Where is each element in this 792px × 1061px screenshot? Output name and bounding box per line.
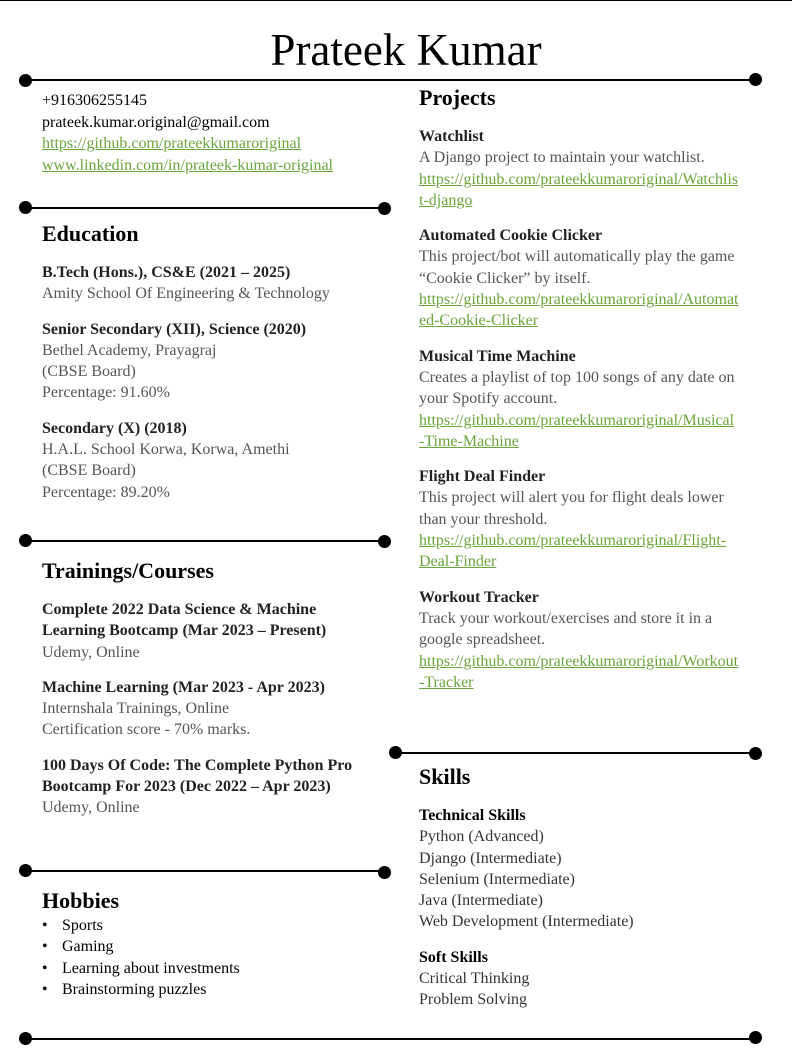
project-title: Musical Time Machine	[419, 347, 576, 365]
github-link[interactable]: https://github.com/prateekkumaroriginal	[42, 135, 302, 152]
project-entry	[419, 346, 779, 452]
list-item: • Sports	[42, 915, 387, 936]
project-link[interactable]: https://github.com/prateekkumaroriginal/Watchlis	[419, 170, 739, 188]
training-entry	[42, 599, 387, 663]
entry-title: Secondary (X) (2018)	[42, 419, 187, 437]
project-description: This project will alert you for flight deals lower	[419, 489, 724, 507]
skill-item: Critical Thinking	[419, 970, 530, 988]
email-address[interactable]: prateek.kumar.original@gmail.com	[42, 113, 270, 131]
resume-name: Prateek Kumar	[270, 25, 542, 75]
skill-item: Web Development (Intermediate)	[419, 913, 634, 931]
project-link[interactable]: Deal-Finder	[419, 553, 497, 571]
skill-item: Python (Advanced)	[419, 828, 544, 846]
education-section	[42, 220, 387, 503]
entry-line: Percentage: 91.60%	[42, 384, 170, 402]
entry-title: Machine Learning (Mar 2023 - Apr 2023)	[42, 678, 325, 696]
project-link[interactable]: https://github.com/prateekkumaroriginal/Automat	[419, 291, 739, 309]
entry-title: 100 Days Of Code: The Complete Python Pro	[42, 756, 353, 774]
divider-line	[396, 752, 756, 754]
project-entry	[419, 466, 779, 572]
project-title: Automated Cookie Clicker	[419, 227, 603, 245]
skill-item: Problem Solving	[419, 991, 528, 1009]
project-link[interactable]: https://github.com/prateekkumaroriginal/Flight-	[419, 532, 727, 550]
entry-title: Learning Bootcamp (Mar 2023 – Present)	[42, 622, 327, 640]
section-heading: Education	[42, 221, 139, 246]
divider-line	[26, 870, 384, 872]
project-link[interactable]: -Time-Machine	[419, 432, 519, 450]
entry-title: Complete 2022 Data Science & Machine	[42, 601, 317, 618]
entry-line: Bethel Academy, Prayagraj	[42, 341, 217, 359]
entry-line: Percentage: 89.20%	[42, 483, 170, 501]
section-heading: Trainings/Courses	[42, 558, 214, 583]
entry-line: Amity School Of Engineering & Technology	[42, 285, 330, 303]
contact-block	[42, 90, 333, 176]
phone-number: +916306255145	[42, 92, 148, 109]
project-description: “Cookie Clicker” by itself.	[419, 269, 591, 287]
project-description: This project/bot will automatically play the game	[419, 248, 735, 266]
project-entry	[419, 225, 779, 331]
training-entry	[42, 755, 387, 819]
entry-line: (CBSE Board)	[42, 462, 136, 480]
project-description: google spreadsheet.	[419, 631, 546, 649]
divider-dot	[378, 535, 391, 548]
project-link[interactable]: ed-Cookie-Clicker	[419, 312, 539, 330]
skills-section	[419, 763, 779, 1011]
project-title: Watchlist	[419, 128, 484, 145]
divider-line	[26, 540, 384, 542]
divider-line	[26, 207, 384, 209]
section-heading: Skills	[419, 764, 471, 789]
linkedin-link[interactable]: www.linkedin.com/in/prateek-kumar-original	[42, 156, 333, 174]
project-description: your Spotify account.	[419, 390, 558, 408]
divider-line	[26, 79, 756, 81]
project-link[interactable]: https://github.com/prateekkumaroriginal/Workout	[419, 652, 739, 670]
trainings-section	[42, 557, 387, 819]
entry-line: Internshala Trainings, Online	[42, 700, 230, 718]
top-border	[0, 0, 792, 1]
education-entry	[42, 418, 387, 503]
project-entry	[419, 587, 779, 693]
divider-dot	[749, 747, 762, 760]
entry-line: (CBSE Board)	[42, 363, 136, 381]
divider-dot	[749, 1031, 762, 1044]
list-item: • Brainstorming puzzles	[42, 979, 387, 1000]
skills-subheading: Soft Skills	[419, 948, 488, 966]
skill-item: Django (Intermediate)	[419, 849, 562, 867]
list-item: • Gaming	[42, 936, 387, 957]
project-description: Creates a playlist of top 100 songs of any date on	[419, 368, 735, 386]
skill-item: Java (Intermediate)	[419, 892, 543, 910]
skills-subheading: Technical Skills	[419, 807, 526, 824]
divider-dot	[378, 866, 391, 879]
divider-dot	[378, 202, 391, 215]
project-entry	[419, 126, 779, 211]
project-description: than your threshold.	[419, 510, 548, 528]
project-title: Flight Deal Finder	[419, 468, 546, 486]
project-description: Track your workout/exercises and store it in a	[419, 609, 713, 627]
section-heading: Projects	[419, 85, 496, 110]
section-heading: Hobbies	[42, 888, 120, 913]
entry-title: Senior Secondary (XII), Science (2020)	[42, 320, 307, 338]
list-item: • Learning about investments	[42, 958, 387, 979]
hobbies-section	[42, 887, 387, 1000]
divider-line	[26, 1038, 756, 1040]
project-description: A Django project to maintain your watchlist.	[419, 149, 705, 167]
education-entry	[42, 319, 387, 404]
entry-line: H.A.L. School Korwa, Korwa, Amethi	[42, 441, 290, 459]
technical-skills	[419, 805, 779, 933]
project-title: Workout Tracker	[419, 588, 539, 606]
project-link[interactable]: -Tracker	[419, 673, 474, 691]
soft-skills	[419, 947, 779, 1011]
entry-title: Bootcamp For 2023 (Dec 2022 – Apr 2023)	[42, 778, 331, 796]
entry-line: Udemy, Online	[42, 799, 140, 817]
entry-line: Certification score - 70% marks.	[42, 721, 251, 739]
project-link[interactable]: t-django	[419, 191, 473, 209]
education-entry	[42, 262, 387, 305]
entry-title: B.Tech (Hons.), CS&E (2021 – 2025)	[42, 264, 291, 281]
skill-item: Selenium (Intermediate)	[419, 870, 575, 888]
entry-line: Udemy, Online	[42, 643, 140, 661]
training-entry	[42, 677, 387, 741]
projects-section	[419, 84, 779, 693]
hobbies-list	[42, 915, 387, 1000]
project-link[interactable]: https://github.com/prateekkumaroriginal/Musical	[419, 411, 735, 429]
